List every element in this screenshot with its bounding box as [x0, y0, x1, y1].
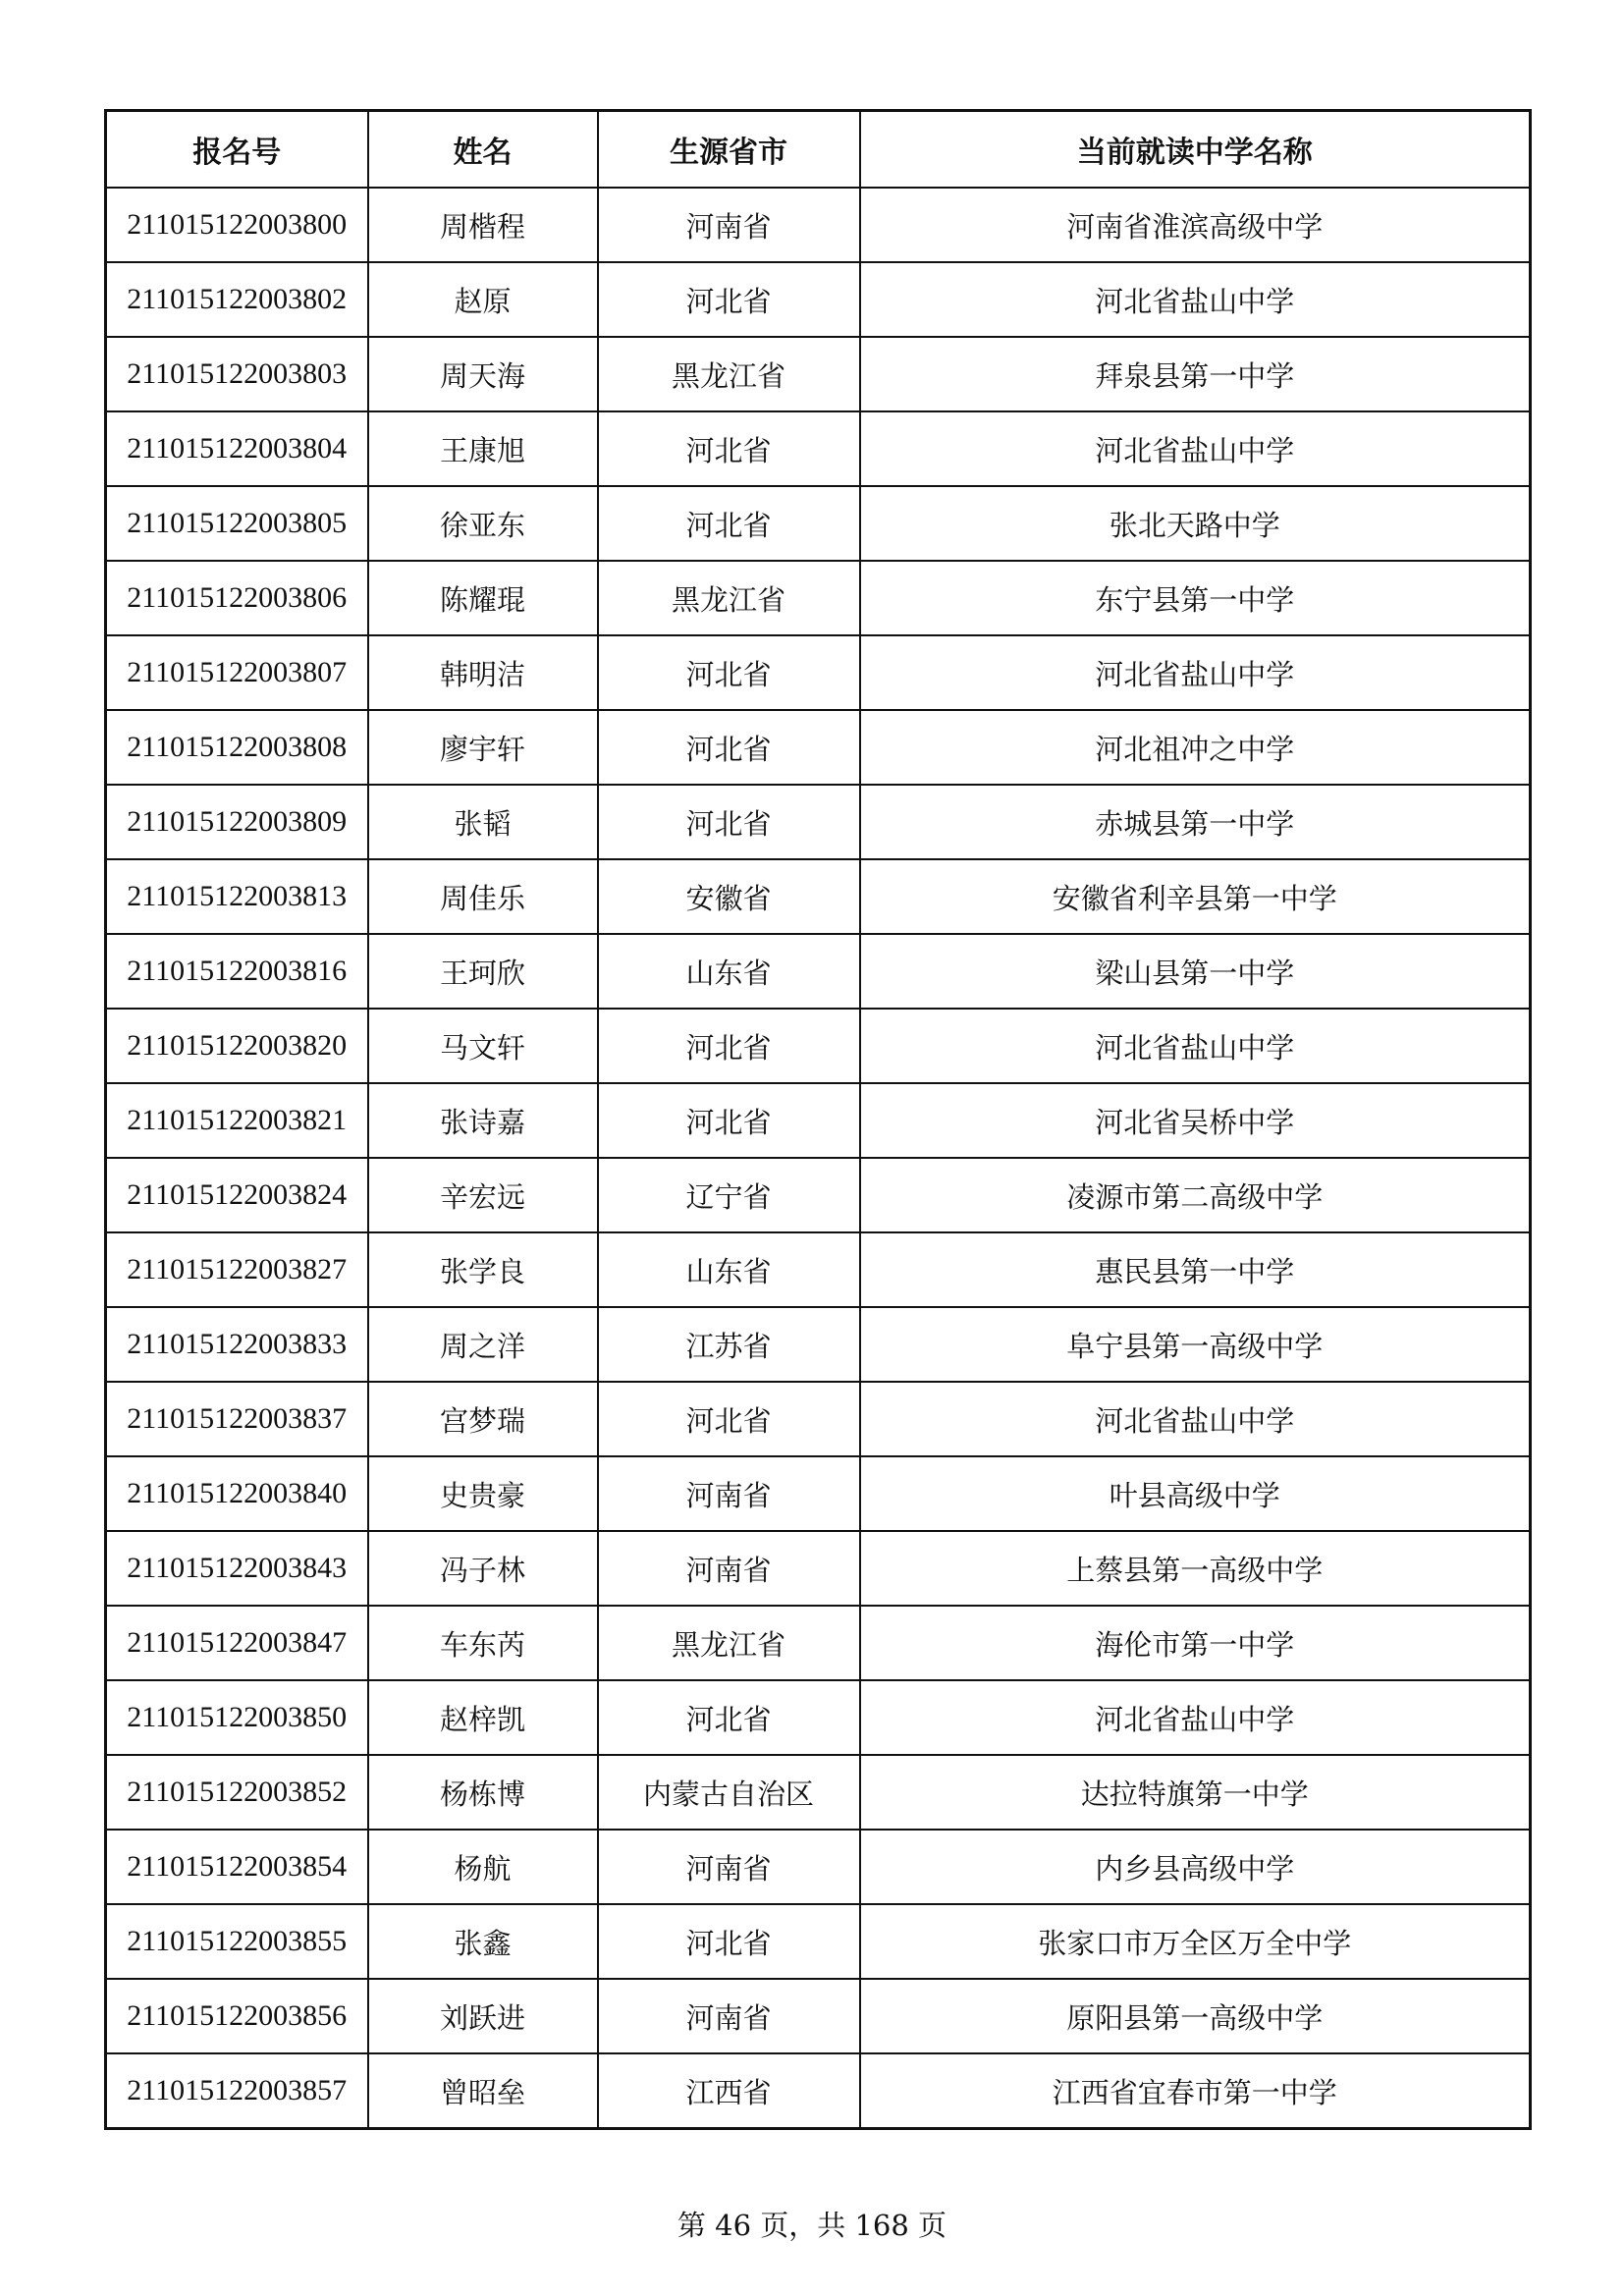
school-name-cell: 河北省盐山中学 — [860, 411, 1531, 486]
school-name-cell: 阜宁县第一高级中学 — [860, 1307, 1531, 1382]
school-name-cell: 江西省宜春市第一中学 — [860, 2053, 1531, 2129]
table-row — [106, 1680, 1531, 1755]
school-name-cell: 安徽省利辛县第一中学 — [860, 859, 1531, 934]
origin-province-cell: 河南省 — [598, 1979, 860, 2053]
page-footer — [0, 2204, 1624, 2244]
student-name-cell: 车东芮 — [368, 1606, 598, 1680]
student-name-cell: 杨栋博 — [368, 1755, 598, 1830]
table-row — [106, 1382, 1531, 1456]
registration-number-cell: 211015122003833 — [106, 1307, 368, 1382]
origin-province-cell: 河南省 — [598, 188, 860, 262]
table-row — [106, 1009, 1531, 1083]
origin-province-cell: 黑龙江省 — [598, 561, 860, 635]
origin-province-cell: 河北省 — [598, 1680, 860, 1755]
registration-number-cell: 211015122003840 — [106, 1456, 368, 1531]
origin-province-cell: 山东省 — [598, 934, 860, 1009]
origin-province-cell: 河北省 — [598, 710, 860, 785]
registration-number-cell: 211015122003808 — [106, 710, 368, 785]
origin-province-cell: 河南省 — [598, 1456, 860, 1531]
header-current-school: 当前就读中学名称 — [860, 111, 1531, 189]
school-name-cell: 拜泉县第一中学 — [860, 337, 1531, 411]
registration-number-cell: 211015122003843 — [106, 1531, 368, 1606]
school-name-cell: 东宁县第一中学 — [860, 561, 1531, 635]
table-row — [106, 1904, 1531, 1979]
student-name-cell: 张鑫 — [368, 1904, 598, 1979]
student-name-cell: 徐亚东 — [368, 486, 598, 561]
table-row — [106, 1307, 1531, 1382]
registration-number-cell: 211015122003855 — [106, 1904, 368, 1979]
table-body — [106, 188, 1531, 2129]
school-name-cell: 河北省盐山中学 — [860, 1382, 1531, 1456]
header-origin-province: 生源省市 — [598, 111, 860, 189]
student-name-cell: 廖宇轩 — [368, 710, 598, 785]
registration-number-cell: 211015122003856 — [106, 1979, 368, 2053]
registration-number-cell: 211015122003816 — [106, 934, 368, 1009]
student-name-cell: 陈耀琨 — [368, 561, 598, 635]
student-name-cell: 韩明洁 — [368, 635, 598, 710]
student-name-cell: 张诗嘉 — [368, 1083, 598, 1158]
school-name-cell: 河北省盐山中学 — [860, 1009, 1531, 1083]
origin-province-cell: 江苏省 — [598, 1307, 860, 1382]
school-name-cell: 叶县高级中学 — [860, 1456, 1531, 1531]
school-name-cell: 河南省淮滨高级中学 — [860, 188, 1531, 262]
school-name-cell: 凌源市第二高级中学 — [860, 1158, 1531, 1232]
school-name-cell: 河北省吴桥中学 — [860, 1083, 1531, 1158]
school-name-cell: 上蔡县第一高级中学 — [860, 1531, 1531, 1606]
registration-number-cell: 211015122003827 — [106, 1232, 368, 1307]
registration-number-cell: 211015122003850 — [106, 1680, 368, 1755]
registration-number-cell: 211015122003813 — [106, 859, 368, 934]
page-number-text: 第 46 页，共 168 页 — [677, 2209, 947, 2242]
student-name-cell: 张学良 — [368, 1232, 598, 1307]
student-name-cell: 杨航 — [368, 1830, 598, 1904]
origin-province-cell: 河北省 — [598, 1904, 860, 1979]
registration-number-cell: 211015122003809 — [106, 785, 368, 859]
origin-province-cell: 内蒙古自治区 — [598, 1755, 860, 1830]
registration-number-cell: 211015122003806 — [106, 561, 368, 635]
table-row — [106, 486, 1531, 561]
table-header — [106, 111, 1531, 189]
table-row — [106, 1606, 1531, 1680]
student-name-cell: 宫梦瑞 — [368, 1382, 598, 1456]
student-name-cell: 赵梓凯 — [368, 1680, 598, 1755]
registration-number-cell: 211015122003852 — [106, 1755, 368, 1830]
header-registration-number: 报名号 — [106, 111, 368, 189]
table-row — [106, 1083, 1531, 1158]
school-name-cell: 河北省盐山中学 — [860, 262, 1531, 337]
table-row — [106, 2053, 1531, 2129]
header-row — [106, 111, 1531, 189]
student-name-cell: 辛宏远 — [368, 1158, 598, 1232]
registration-number-cell: 211015122003807 — [106, 635, 368, 710]
table-row — [106, 785, 1531, 859]
origin-province-cell: 河北省 — [598, 635, 860, 710]
registration-number-cell: 211015122003802 — [106, 262, 368, 337]
table-row — [106, 1755, 1531, 1830]
table-row — [106, 635, 1531, 710]
school-name-cell: 河北省盐山中学 — [860, 1680, 1531, 1755]
student-name-cell: 张韬 — [368, 785, 598, 859]
registration-number-cell: 211015122003820 — [106, 1009, 368, 1083]
school-name-cell: 张北天路中学 — [860, 486, 1531, 561]
registration-number-cell: 211015122003837 — [106, 1382, 368, 1456]
table-row — [106, 1456, 1531, 1531]
origin-province-cell: 安徽省 — [598, 859, 860, 934]
origin-province-cell: 河北省 — [598, 486, 860, 561]
origin-province-cell: 河北省 — [598, 1382, 860, 1456]
student-name-cell: 周佳乐 — [368, 859, 598, 934]
school-name-cell: 河北祖冲之中学 — [860, 710, 1531, 785]
origin-province-cell: 河北省 — [598, 1009, 860, 1083]
registration-number-cell: 211015122003803 — [106, 337, 368, 411]
table-row — [106, 337, 1531, 411]
table-row — [106, 859, 1531, 934]
origin-province-cell: 河南省 — [598, 1830, 860, 1904]
table-row — [106, 1531, 1531, 1606]
origin-province-cell: 河北省 — [598, 785, 860, 859]
table-row — [106, 934, 1531, 1009]
student-name-cell: 马文轩 — [368, 1009, 598, 1083]
student-name-cell: 王珂欣 — [368, 934, 598, 1009]
school-name-cell: 河北省盐山中学 — [860, 635, 1531, 710]
registration-number-cell: 211015122003854 — [106, 1830, 368, 1904]
student-name-cell: 周之洋 — [368, 1307, 598, 1382]
table-row — [106, 1979, 1531, 2053]
school-name-cell: 内乡县高级中学 — [860, 1830, 1531, 1904]
student-name-cell: 周楷程 — [368, 188, 598, 262]
student-name-cell: 史贵豪 — [368, 1456, 598, 1531]
student-name-cell: 曾昭垒 — [368, 2053, 598, 2129]
student-name-cell: 刘跃进 — [368, 1979, 598, 2053]
student-name-cell: 周天海 — [368, 337, 598, 411]
student-name-cell: 王康旭 — [368, 411, 598, 486]
student-name-cell: 赵原 — [368, 262, 598, 337]
table-row — [106, 1158, 1531, 1232]
school-name-cell: 海伦市第一中学 — [860, 1606, 1531, 1680]
registration-number-cell: 211015122003857 — [106, 2053, 368, 2129]
roster-table — [104, 109, 1532, 2130]
origin-province-cell: 江西省 — [598, 2053, 860, 2129]
school-name-cell: 张家口市万全区万全中学 — [860, 1904, 1531, 1979]
table-row — [106, 710, 1531, 785]
origin-province-cell: 黑龙江省 — [598, 1606, 860, 1680]
registration-number-cell: 211015122003824 — [106, 1158, 368, 1232]
origin-province-cell: 黑龙江省 — [598, 337, 860, 411]
table-row — [106, 1830, 1531, 1904]
roster-table-wrapper — [104, 109, 1529, 2130]
origin-province-cell: 河北省 — [598, 411, 860, 486]
origin-province-cell: 山东省 — [598, 1232, 860, 1307]
registration-number-cell: 211015122003805 — [106, 486, 368, 561]
registration-number-cell: 211015122003847 — [106, 1606, 368, 1680]
table-row — [106, 1232, 1531, 1307]
origin-province-cell: 河北省 — [598, 262, 860, 337]
registration-number-cell: 211015122003821 — [106, 1083, 368, 1158]
header-name: 姓名 — [368, 111, 598, 189]
school-name-cell: 梁山县第一中学 — [860, 934, 1531, 1009]
table-row — [106, 262, 1531, 337]
origin-province-cell: 河南省 — [598, 1531, 860, 1606]
table-row — [106, 561, 1531, 635]
school-name-cell: 惠民县第一中学 — [860, 1232, 1531, 1307]
registration-number-cell: 211015122003800 — [106, 188, 368, 262]
registration-number-cell: 211015122003804 — [106, 411, 368, 486]
origin-province-cell: 辽宁省 — [598, 1158, 860, 1232]
table-row — [106, 188, 1531, 262]
school-name-cell: 达拉特旗第一中学 — [860, 1755, 1531, 1830]
school-name-cell: 原阳县第一高级中学 — [860, 1979, 1531, 2053]
student-name-cell: 冯子林 — [368, 1531, 598, 1606]
school-name-cell: 赤城县第一中学 — [860, 785, 1531, 859]
table-row — [106, 411, 1531, 486]
origin-province-cell: 河北省 — [598, 1083, 860, 1158]
